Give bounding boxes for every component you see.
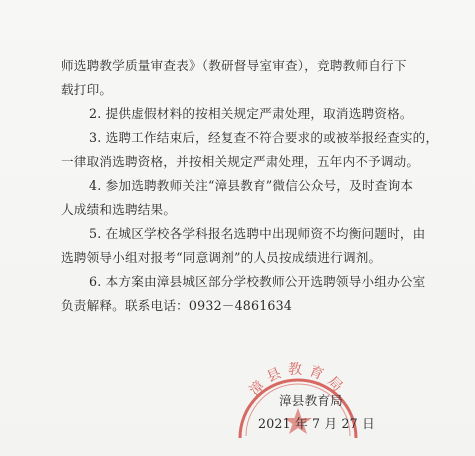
signature-date: 2021 年 7 月 27 日 xyxy=(258,416,375,431)
text-line: 5. 在城区学校各学科报名选聘中出现师资不均衡问题时，由 xyxy=(89,226,426,241)
svg-text:漳县教育局: 漳县教育局 xyxy=(246,362,350,400)
signature-organization: 漳县教育局 xyxy=(279,393,343,408)
text-line: 载打印。 xyxy=(61,82,113,97)
text-line: 4. 参加选聘教师关注“漳县教育”微信公众号，及时查询本 xyxy=(89,178,414,193)
text-line: 选聘领导小组对报考“同意调剂”的人员按成绩进行调剂。 xyxy=(61,250,382,265)
text-line: 人成绩和选聘结果。 xyxy=(61,202,177,217)
text-line: 一律取消选聘资格，并按相关规定严肃处理，五年内不予调动。 xyxy=(61,154,420,169)
text-line: 3. 选聘工作结束后，经复查不符合要求的或被举报经查实的， xyxy=(89,130,439,145)
text-line: 6. 本方案由漳县城区部分学校教师公开选聘领导小组办公室 xyxy=(89,274,426,289)
text-line: 2. 提供虚假材料的按相关规定严肃处理，取消选聘资格。 xyxy=(89,106,413,121)
text-line: 师选聘教学质量审查表》（教研督导室审查），竞聘教师自行下 xyxy=(61,58,407,73)
text-line: 负责解释。联系电话：0932－4861634 xyxy=(61,298,293,313)
